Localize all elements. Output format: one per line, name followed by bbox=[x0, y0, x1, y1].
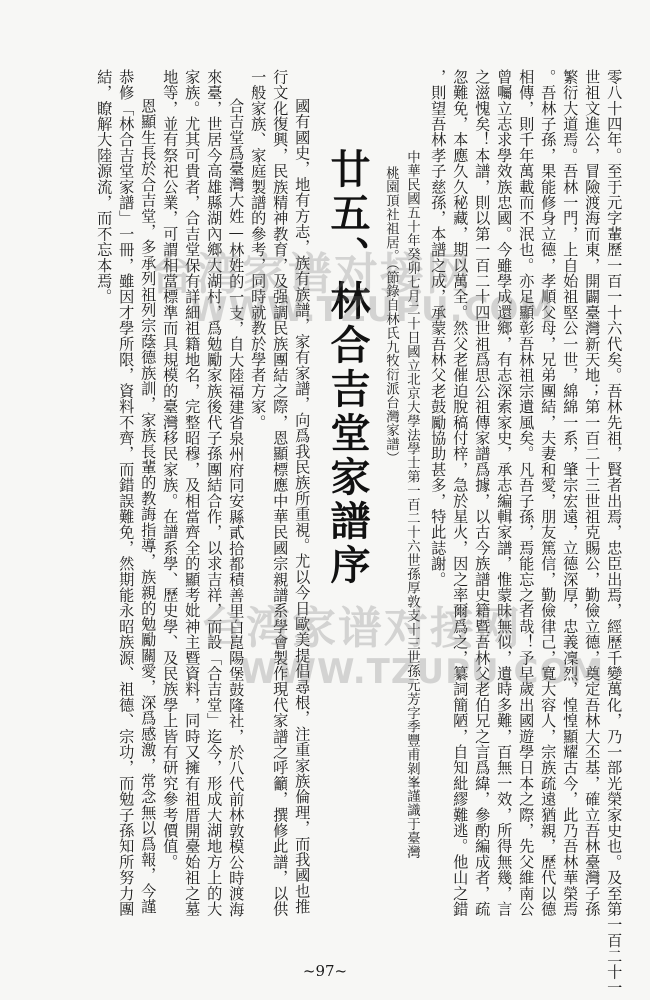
preface-prev-col-5: 相傳，則千年萬載而不泯也。亦足顯彰吾林祖宗遺風矣。凡吾子孫，焉能忘之者哉！予早歲出國遊學日本之際，先父維南公 bbox=[517, 69, 536, 917]
genealogy-preface-col-3: 一般家族、家庭製譜的參考，同時就教於學者方家。 bbox=[249, 69, 268, 431]
section-title: 廿五、林合吉堂家譜序 bbox=[324, 148, 371, 588]
preface-prev-col-2: 世祖文進公，冒險渡海而東，開闢臺灣新天地；第一百二十三世祖克賜公，勤儉立德，奠定吾林大丕基，確立吾林臺灣子孫 bbox=[583, 69, 602, 917]
genealogy-preface-col-9: 恭修「林合吉堂家譜」一冊，雖因才學所限，資料不齊，而錯誤難免，然期能永昭族源、祖德、宗功，而勉子孫知所努力團 bbox=[117, 69, 136, 917]
genealogy-preface-col-1: 國有國史，地有方志，族有族譜，家有家譜，向爲我民族所重視。尤以今日歐美提倡尋根，注重家族倫理，而我國也推 bbox=[293, 98, 312, 915]
watermark-text: 台湾家谱对接网 bbox=[200, 603, 522, 654]
watermark-url: WWW.TZUPU.COM bbox=[240, 652, 605, 692]
preface-prev-col-3: 繁衍大道焉。吾林一門，上自始祖堅公一世，綿綿一系，肇宗宏遠，立德深厚，忠義凜烈，惶惶顯耀古今，此乃吾林華榮焉 bbox=[561, 69, 580, 917]
preface-prev-col-8: 忽難免，本應久久秘藏，期以萬全。然父老催迫脫稿付梓，急於星火，因之率爾爲之，纂詞簡陋，自知紕繆難逃。他山之錯 bbox=[451, 69, 470, 917]
preface-prev-col-6: 曾囑立志求學效族忠國。今雖學成還鄉，有志深索家史，承志編輯家譜，惟蒙昧無似，遺時多難，百無一效，所得無幾，言 bbox=[495, 69, 514, 917]
preface-signature-line-1: 中華民國五十年癸卯七月二十日國立北京大學法學士第一百二十六世孫厚敦支十三世孫元芳字季豐甫剝峯謹識于臺灣 bbox=[404, 150, 420, 859]
preface-prev-col-7: 之滋愧矣！本譜，則以第一百二十四世祖爲思公祖傳家譜爲據，以古今族譜史籍暨吾林父老伯兄之言爲緯，參酌編成者，疏 bbox=[473, 69, 492, 917]
genealogy-preface-col-7: 地等，並有祭祀公業，可謂相當標準而具規模的臺灣移民家族。在譜系學、歷史學、及民族學上皆有研究參考價值。 bbox=[161, 69, 180, 870]
genealogy-preface-col-6: 家族。尤其可貴者，合吉堂保有詳細祖籍地名，完整昭穆，及相當齊全的顯考妣神主暨資料，同時又擁有祖厝開臺始祖之墓 bbox=[183, 69, 202, 917]
preface-signature-line-2: 桃園頂社祖居。（節錄自林氏九牧衍派台灣家譜） bbox=[383, 166, 399, 466]
genealogy-preface-col-5: 來臺，世居今高雄縣湖內鄉大湖村，爲勉勵家族後代子孫團結合作，以求吉祥，而設「合吉堂」迄今，形成大湖地方上的大 bbox=[205, 69, 224, 917]
watermark-text: 台湾家谱对接网 bbox=[150, 249, 472, 300]
genealogy-preface-col-8: 恩顯生長於合吉堂，多承列祖列宗蔭德族訓，家族長輩的教誨指導，族親的勉勵關愛，深爲感激，常念無以爲報，今謹 bbox=[139, 98, 158, 915]
page-number: ~97~ bbox=[302, 962, 348, 980]
genealogy-preface-col-2: 行文化復興，民族精神教育，及强調民族團結之際，恩顯標應中華民國宗親譜系學會製作現代家譜之呼籲，撰修此譜，以供 bbox=[271, 69, 290, 917]
watermark-url: WWW.TZUPU.COM bbox=[190, 290, 555, 330]
preface-prev-col-1: 零八十四年。至于元字輩歷一百一十六代矣。吾林先祖，賢者出焉，忠臣出焉，經歷千變萬化，乃一部光榮家史也。及至第一百二十一 bbox=[605, 69, 624, 996]
genealogy-preface-col-10: 結，瞭解大陸源流，而不忘本焉。 bbox=[95, 69, 114, 305]
preface-prev-col-4: 。吾林子孫，果能修身立德，孝順父母，兄弟團結，夫妻和愛，朋友篤信，勤儉律己，寬大容人，宗族疏遠猶親，歷代以德 bbox=[539, 69, 558, 917]
preface-prev-col-9: ，則望吾林孝子慈孫，本譜之成，承蒙吾林父老鼓勵協助甚多，特此誌謝。 bbox=[429, 69, 448, 588]
genealogy-preface-col-4: 合吉堂爲臺灣大姓—林姓的一支，自大陸福建省泉州府同安縣貳拾都積善里白崑陽堡鼓隆社，於八代前林敦模公時渡海 bbox=[227, 98, 246, 918]
